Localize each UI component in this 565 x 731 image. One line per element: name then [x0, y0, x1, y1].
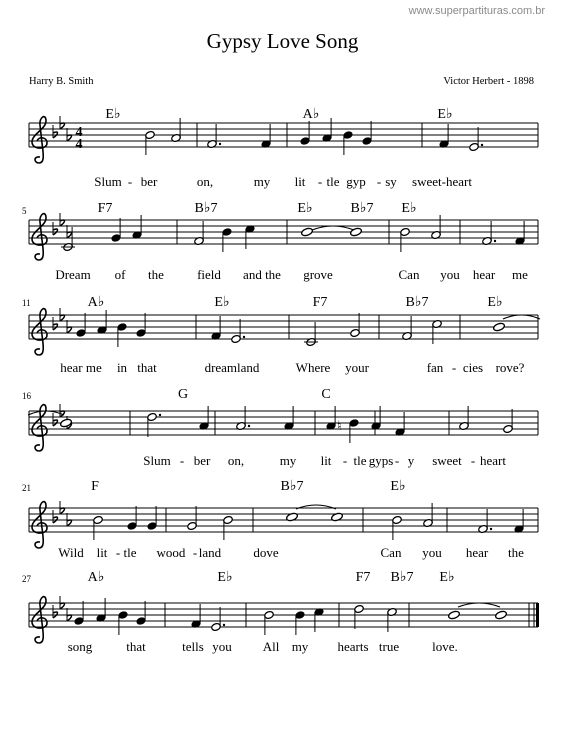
lyric-syllable: - — [394, 453, 400, 468]
chord-symbol: B♭7 — [194, 201, 218, 216]
lyric-syllable: of — [114, 267, 126, 282]
dot-marker — [159, 414, 161, 416]
lyric-syllable: ber — [140, 174, 158, 189]
key-signature-flats — [53, 501, 72, 526]
lyric-syllable: hear — [472, 267, 496, 282]
song-title: Gypsy Love Song — [206, 29, 359, 53]
lyric-syllable: the — [148, 267, 164, 282]
staff-system — [29, 508, 538, 532]
dot-marker — [490, 528, 492, 530]
lyric-syllable: - — [451, 360, 457, 375]
chord-symbol: B♭7 — [390, 570, 414, 585]
staff-system — [29, 220, 538, 244]
lyric-syllable: tle — [353, 453, 367, 468]
key-signature-flats — [53, 596, 72, 621]
lyric-syllable: y — [407, 453, 415, 468]
staff-system — [29, 123, 538, 147]
lyric-syllable: that — [137, 360, 157, 375]
treble-clef-icon — [32, 117, 47, 163]
chord-symbol: B♭7 — [405, 295, 429, 310]
tie-arc — [312, 226, 354, 230]
final-barline-thick — [536, 603, 539, 627]
lyric-syllable: tells — [182, 639, 204, 654]
measure-number: 11 — [22, 298, 31, 308]
chord-symbol: E♭ — [487, 295, 503, 310]
chord-symbol: B♭7 — [280, 479, 304, 494]
chord-symbol: E♭ — [217, 570, 233, 585]
chord-symbol: A♭ — [302, 107, 320, 122]
treble-clef-icon — [32, 309, 47, 355]
lyric-syllable: on, — [196, 174, 214, 189]
chord-symbol: B♭7 — [350, 201, 374, 216]
lyric-syllable: All — [262, 639, 280, 654]
lyric-syllable: tle — [123, 545, 137, 560]
chord-symbol: E♭ — [437, 107, 453, 122]
lyric-syllable: - — [179, 453, 185, 468]
lyric-syllable: me — [512, 267, 528, 282]
lyric-syllable: you — [440, 267, 460, 282]
chord-symbol: E♭ — [297, 201, 313, 216]
note-head — [448, 610, 461, 620]
lyric-syllable: Where — [295, 360, 331, 375]
lyric-syllable: sweet — [432, 453, 462, 468]
lyric-syllable: Slum — [94, 174, 122, 189]
lyric-syllable: you — [212, 639, 232, 654]
chord-symbol: G — [177, 387, 189, 402]
note-head — [493, 322, 506, 332]
lyric-syllable: tle — [326, 174, 340, 189]
chord-symbol: E♭ — [105, 107, 121, 122]
lyric-syllable: that — [126, 639, 146, 654]
chord-symbol: F7 — [97, 201, 113, 216]
chord-symbol: F7 — [355, 570, 371, 585]
dot-marker — [243, 336, 245, 338]
treble-clef-icon — [32, 502, 47, 548]
chord-symbol: A♭ — [87, 570, 105, 585]
lyric-syllable: hear me — [60, 360, 102, 375]
lyric-syllable: my — [279, 453, 297, 468]
dot-marker — [494, 240, 496, 242]
lyric-syllable: hearts — [337, 639, 369, 654]
lyric-syllable: field — [197, 267, 221, 282]
lyric-syllable: Wild — [58, 545, 84, 560]
lyric-syllable: on, — [227, 453, 245, 468]
lyric-syllable: sy — [385, 174, 397, 189]
dot-marker — [248, 425, 250, 427]
measure-number: 27 — [22, 574, 31, 584]
lyric-syllable: sweet-heart — [412, 174, 472, 189]
measure-number: 21 — [22, 483, 31, 493]
lyric-syllable: - — [115, 545, 121, 560]
chord-symbol: E♭ — [214, 295, 230, 310]
lyric-syllable: - — [470, 453, 476, 468]
treble-clef-icon — [32, 597, 47, 643]
lyric-syllable: the — [508, 545, 524, 560]
lyric-syllable: gyps — [368, 453, 394, 468]
dot-marker — [481, 144, 483, 146]
treble-clef-icon — [32, 214, 47, 260]
time-signature-top: 4 — [75, 125, 83, 140]
lyric-syllable: song — [67, 639, 93, 654]
measure-number: 5 — [22, 206, 27, 216]
lyric-syllable: - — [342, 453, 348, 468]
measure-number: 16 — [22, 391, 31, 401]
lyricist-credit: Harry B. Smith — [29, 76, 94, 87]
lyric-syllable: rove? — [495, 360, 525, 375]
lyric-syllable: - — [317, 174, 323, 189]
chord-symbol: E♭ — [390, 479, 406, 494]
key-signature-flats — [53, 308, 72, 333]
lyric-syllable: grove — [303, 267, 333, 282]
lyric-syllable: lit — [320, 453, 332, 468]
lyric-syllable: Can — [398, 267, 420, 282]
key-signature-flats — [53, 213, 72, 238]
lyric-syllable: dreamland — [204, 360, 260, 375]
lyric-syllable: you — [422, 545, 442, 560]
natural-sign-icon: ♮ — [337, 418, 342, 433]
lyric-syllable: cies — [462, 360, 484, 375]
site-watermark: www.superpartituras.com.br — [408, 5, 545, 17]
lyric-syllable: lit — [294, 174, 306, 189]
chord-symbol: F — [91, 479, 99, 494]
time-signature-bottom: 4 — [75, 137, 83, 152]
lyric-syllable: land — [198, 545, 222, 560]
lyric-syllable: Slum — [143, 453, 171, 468]
lyric-syllable: fan — [426, 360, 444, 375]
lyric-syllable: my — [253, 174, 271, 189]
lyric-syllable: ber — [193, 453, 211, 468]
chord-symbol: E♭ — [401, 201, 417, 216]
tie-arc — [503, 315, 540, 319]
lyric-syllable: wood — [156, 545, 186, 560]
composer-credit: Victor Herbert - 1898 — [443, 76, 534, 87]
lyric-syllable: - — [127, 174, 133, 189]
lyric-syllable: and the — [243, 267, 281, 282]
chord-symbol: F7 — [312, 295, 328, 310]
chord-symbol: C — [321, 387, 331, 402]
note-head — [301, 227, 314, 237]
lyric-syllable: Dream — [55, 267, 91, 282]
key-signature-flats — [53, 116, 72, 141]
lyric-syllable: hear — [465, 545, 489, 560]
lyric-syllable: - — [192, 545, 198, 560]
dot-marker — [219, 143, 221, 145]
dot-marker — [223, 624, 225, 626]
lyric-syllable: Can — [380, 545, 402, 560]
tie-arc — [458, 603, 500, 607]
lyric-syllable: in — [116, 360, 128, 375]
lyric-syllable: your — [345, 360, 369, 375]
chord-symbol: A♭ — [87, 295, 105, 310]
note-head — [495, 610, 508, 620]
lyric-syllable: gyp — [346, 174, 366, 189]
lyric-syllable: love. — [432, 639, 458, 654]
lyric-syllable: heart — [480, 453, 506, 468]
lyric-syllable: lit — [96, 545, 108, 560]
chord-symbol: E♭ — [439, 570, 455, 585]
lyric-syllable: true — [378, 639, 400, 654]
lyric-syllable: my — [291, 639, 309, 654]
lyric-syllable: - — [376, 174, 382, 189]
lyric-syllable: dove — [253, 545, 279, 560]
